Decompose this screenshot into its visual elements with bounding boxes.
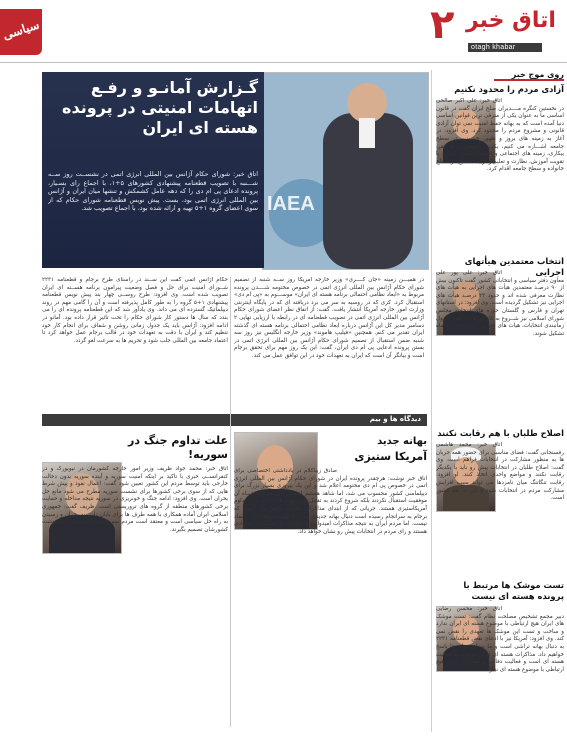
sidebar-title: روی موج خبر — [494, 70, 564, 81]
lead-story — [42, 72, 427, 268]
page-number: ۲ — [430, 2, 455, 48]
lead-summary: اتاق خبر: شورای حکام آژانس بین المللی انرژی اتمی در نشســت روز ســه شـــنبه با تصویب قطعنامه پیشنهادی کشورهای ۵+۱، با اجماع رای بسـیار، پرونده ادعای پی ام دی را که دهه عامل کشمکش و تنشها میان ایران و آژانس بین المللی انرژی اتمی بود، بست. پیش نویس قطعنامه شورای حکام که از سوی اعضای گروه ۱+۵ تهیه و ارائه شده بود، با اجماع تصویب شد. — [48, 170, 258, 213]
masthead — [0, 0, 567, 62]
section-label: سیاسی — [1, 17, 41, 43]
sidebar-item-body: اتاق خبر: محمد هاشمی رفسنجانی گفت: فضای مناسبی برای حضور همه جریان ها به منظور مشارکت در انتخابات فراهم است. وی گفت: اصلاح طلبان در انتخابات پیش رو باید با یکدیگر رقابت نکنند و مواضع واحدی اتخاذ کنند. او افزود: رقابت تنگاتنگ میان نامزدها می تواند سبب افزایش مشارکت مردم در انتخابات شود و این به نفع کشور است. — [436, 442, 564, 502]
headline-line: هسته ای ایران — [142, 118, 258, 137]
masthead-rule — [0, 62, 567, 63]
sidebar-item-body: اتاق خبر: محسن رضایی دبیر مجمع تشخیص مصلحت نظام گفت: تست موشک های ایران هیچ ارتباطی با موضوع هسته ای ایران ندارد و ساخت و تست این موشک ها تعهدی را نقض نمی کند. وی افزود: آمریکا نیز با ادعای نقض قطعنامه ۲۲۳۱ به دنبال بهانه تراشی است و ما به این بهانه ها پاسخ خواهیم داد. مذاکرات هسته ای ایران مربوط به فعالیت هسته ای است و فعالیت دفاعی و موشکی ایران هیچ ارتباطی با موضوع هسته ای ندارد. — [436, 606, 564, 673]
sidebar-item — [436, 428, 564, 576]
news-sidebar — [431, 70, 564, 732]
lead-photo-caption: IAEA — [267, 193, 315, 215]
iaea-backdrop-icon — [263, 73, 428, 269]
brand-name: اتاق خبر — [466, 8, 556, 33]
sidebar-item — [436, 580, 564, 730]
headline-line: گـزارش آمانـو و رفـع — [90, 78, 258, 97]
syria-article — [42, 432, 228, 730]
syria-body: اتاق خبر: محمد جواد ظریف وزیر امور خارجه کشورمان در نیویورک و در کنفرانســی خبری با تاکید بر اینکه امنیت سوریه و آینده سوریه بدون دخالت خارجی باید توسط مردم این کشور تعیین شود گفت: اعمال نفوذ و پیش شرط هایی که از سوی برخی کشورها برای نشست سوریه مطرح می شود مانع حل بحران است. وی افزود: ادامه جنگ و خونریزی در سوریه نتیجه مداخله و حمایت برخی کشورهای منطقه از گروه های تروریستی است. ظریف گفت: جمهوری اسلامی ایران آماده همکاری با همه طرف ها برای پایان دادن به بحران و رسیدن به راه حل سیاسی است و معتقد است مردم سوریه باید خود درباره سرنوشت کشورشان تصمیم بگیرند. — [42, 466, 228, 533]
sidebar-item-title: اصلاح طلبان با هم رقابت نکنند — [437, 428, 564, 438]
lead-body-right: در همیـــن زمینه «جان کــــری» وزیر خارجه آمریکا روز ســه شنبه از تصمیم شورای حکام آژانس بین المللی انرژی اتمی در خصوص مختومه شــــدن پرونده مربوط به «ابعاد نظامی احتمالی برنامه هسته ای ایران» موســـوم به «پی ام دی» استقبال کرد. کری که در روسیه به سر می برد دریافته ای که در پایگاه اینترنتی وزارت امور خارجه آمریکا انتشار یافت، گفت: از اتفاق نظر اعضای شورای حکام آژانس بین المللی انرژی اتمی در تصویب قطعنامه ای در رابطه با ارزیابی نهایی ۲ دسامبر مدیر کل این آژانس درباره ابعاد نظامی احتمالی برنامه هسته ای گذشته ایران تقدیر می کنم. همچنین «فیلیپ هاموند» وزیر خارجه انگلیس نیز روز سه شنبه ضمن استقبال از تصمیم شورای حکام آژانس بین المللی انرژی اتمی در بستن پرونده ادعایی پی ام دی ایران، گفت: این یک روز مهم برای تحقق برجام است و بیانگر آن است که ایران به تعهدات خود در این توافق عمل می کند. — [234, 277, 424, 359]
sidebar-item-body: اتاق خبر: علی پور علی معاون دفتر سیاسی و انتخاباتی کشور گفت تاکنون بیش از ۹۰ درصـد معتمدین هیأت های اجرایی به هیأت های نظارت معرفی شده اند و حدود ۲۳ درصـد هیأت های اجرایی نیز تشکیل گردیده است. وی افزود: در استانهای تهران و فارس و گلستان حوزه های انتخابیه مجلس شورای اسلامی نیز شــروع به کار کرده اند. طبق جدول زمانبندی انتخابات، هیات های اجرایی باید تا دوم دی ماه تشکیل شوند. — [436, 270, 564, 337]
opinion-title: آمریکا ستیزی — [354, 450, 427, 463]
sidebar-item-body: اتاق خبر: علی اکبر صالحی در نخستین کنگره مــــدیران صلح ایران گفت در قانون اساسی ما به عنوان یکی از مترقی ترین قوانین اساسی دنیا آمده است که به بهانه حفظ امنیت نمی توان آزادی قانونی و مشروع مردم را محدود کرد. وی افزود: در آغاز به زمینه های بروز و ظهور خشونت در سطح جامعه اشـــاره می کنیم، یکی از مهمترین ها فقر، بیکاری، زمینه های اجتماعی و اقتصادی است که باید با تقویت آموزش، نظارت و تعلیم و تربیت صحیح در سطح خانواده و سطح جامعه اقدام کرد. — [436, 98, 564, 173]
brand-logo — [428, 2, 560, 58]
opinion-bar-label: دیدگاه ها و بیم — [369, 415, 421, 423]
sidebar-item-title: انتخاب معتمدین هیأتهای اجرایی — [464, 256, 564, 277]
sidebar-item — [436, 84, 564, 252]
opinion-kicker: بهانه جدید — [377, 436, 427, 447]
lead-body-left: حکام آژانس اتمی گفت این ســند در راستای طرح برجام و قطعنامه ۲۲۳۱ شــورای امنیت برای حل و فصل وضعیت پیرامون برنامه هســته ای ایران تصویب شده است. وی افزود: طرح روســی چهار بند پیش نویس قطعنامه پیشنهادی ۱+۵ گروه را به طور کامل پذیرفته است و آن را گامی مهم در روند دیپلماتیک گسترده ای می داند. وی یادآور شد که این قطعنامه پرونده ای را می بندد که سال ها دستور کار شورای حکام را تحت تاثیر قرار داده بود. آمانو در ادامه افزود: آژانس باید یک جدول زمانی روشن و شفاف برای انجام کار خود تنظیم کند و ایران با دقت به تعهدات خود در قالب برجام عمل خواهد کرد تا اعتماد جامعه بین المللی جلب شود و تحریم ها به سرعت لغو گردد. — [42, 277, 228, 344]
sidebar-item-title: تست موشک ها مرتبط با پرونده هسته ای نیست — [463, 580, 564, 601]
lead-headline — [48, 78, 258, 138]
opinion-article — [234, 432, 427, 730]
lead-photo — [262, 72, 429, 270]
sidebar-item — [436, 256, 564, 424]
opinion-bar — [42, 414, 427, 426]
sidebar-item-title: آزادی مردم را محدود نکنیم — [454, 84, 564, 94]
opinion-body: صادق زیباکلام در یادداشتی اختصاصی برای اتاق خبر نوشت: هرچقدر پرونده ایران در شورای حکام آژانس بین المللی انرژی اتمی در خصوص پی ام دی مختومه اعلام شد و این یک پیروزی بسیار بزرگ برای دیپلماسی کشور محسوب می شد، اما شاهد هستیم اصولگرایان تندرو به تـبـاه آن موفقیت استقبال نکردند بلکه شروع کردند به تقلیل دادن بهانه های جدید برای تداوم آمریکاستیزی هستند. جریانی که از ابتدای مذاکرات مخالف توافق بود، اکنون که برجام به سرانجام رسیده است دنبال بهانه جدیدی است تا بگوید آمریکا قابل اعتماد نیست. اما مردم ایران به نتیجه مذاکرات امیدوارند و خواهان حل مشکلات اقتصادی هستند و رای مردم در انتخابات پیش رو نشان خواهد داد. — [234, 468, 427, 535]
syria-title: علت تداوم جنگ در سوریه! — [128, 434, 228, 461]
lead-headline-box — [42, 72, 264, 268]
column-divider — [230, 277, 231, 727]
section-tab — [0, 9, 42, 55]
brand-latin: otagh khabar — [468, 43, 542, 52]
headline-line: اتهامات امنیتی در پرونده — [62, 98, 258, 117]
